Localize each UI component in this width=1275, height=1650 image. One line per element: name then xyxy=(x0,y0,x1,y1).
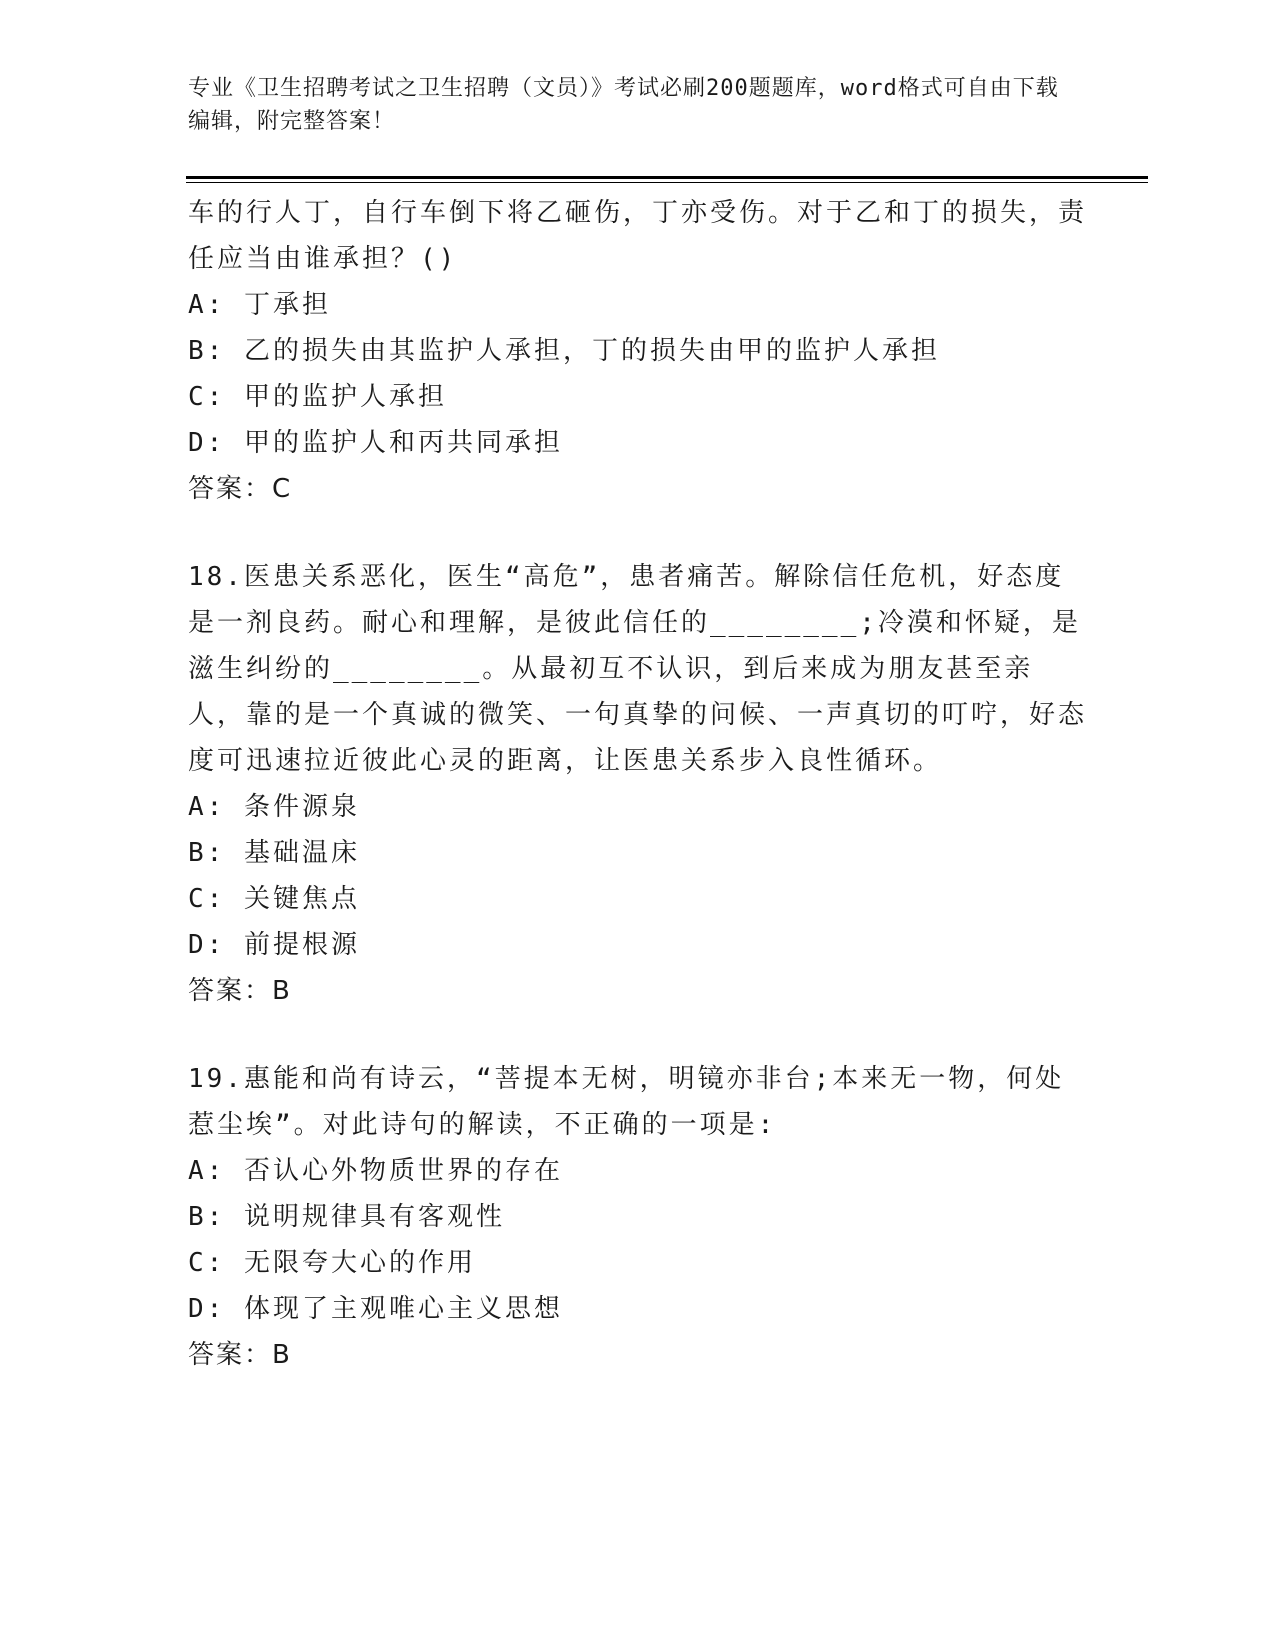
question-17-answer: 答案：C xyxy=(188,474,293,504)
question-18-answer: 答案：B xyxy=(188,976,292,1006)
question-18 xyxy=(188,554,1088,1014)
question-17-option-d: D: 甲的监护人和丙共同承担 xyxy=(188,428,563,458)
question-17-option-c: C: 甲的监护人承担 xyxy=(188,382,447,412)
question-17-option-b: B: 乙的损失由其监护人承担，丁的损失由甲的监护人承担 xyxy=(188,336,940,366)
question-18-stem: 18.医患关系恶化，医生“高危”，患者痛苦。解除信任危机，好态度是一剂良药。耐心和理解，是彼此信任的________;冷漠和怀疑，是滋生纠纷的________。从最初互不认识，到后来成为朋友甚至亲人，靠的是一个真诚的微笑、一句真挚的问候、一声真切的叮咛，好态度可迅速拉近彼此心灵的距离，让医患关系步入良性循环。 xyxy=(188,562,1088,776)
question-19-option-d: D: 体现了主观唯心主义思想 xyxy=(188,1294,563,1324)
question-18-option-c: C: 关键焦点 xyxy=(188,884,360,914)
question-18-option-a: A: 条件源泉 xyxy=(188,792,360,822)
question-17 xyxy=(188,190,1088,512)
spacer xyxy=(188,1014,1088,1056)
header-rule-thick xyxy=(186,176,1148,179)
header-text: 专业《卫生招聘考试之卫生招聘（文员）》考试必刷200题题库，word格式可自由下载编辑，附完整答案！ xyxy=(188,76,1059,134)
question-18-option-d: D: 前提根源 xyxy=(188,930,360,960)
header-rule-thin xyxy=(186,182,1148,183)
question-19-stem: 19.惠能和尚有诗云，“菩提本无树，明镜亦非台;本来无一物，何处惹尘埃”。对此诗句的解读，不正确的一项是: xyxy=(188,1064,1065,1140)
question-19-option-a: A: 否认心外物质世界的存在 xyxy=(188,1156,563,1186)
spacer xyxy=(188,512,1088,554)
document-body xyxy=(188,190,1088,1378)
question-17-option-a: A: 丁承担 xyxy=(188,290,331,320)
question-18-option-b: B: 基础温床 xyxy=(188,838,360,868)
question-19 xyxy=(188,1056,1088,1378)
question-19-option-c: C: 无限夸大心的作用 xyxy=(188,1248,476,1278)
question-17-stem: 车的行人丁，自行车倒下将乙砸伤，丁亦受伤。对于乙和丁的损失，责任应当由谁承担？() xyxy=(188,198,1088,274)
question-19-option-b: B: 说明规律具有客观性 xyxy=(188,1202,505,1232)
document-header xyxy=(188,72,1068,138)
question-19-answer: 答案：B xyxy=(188,1340,292,1370)
